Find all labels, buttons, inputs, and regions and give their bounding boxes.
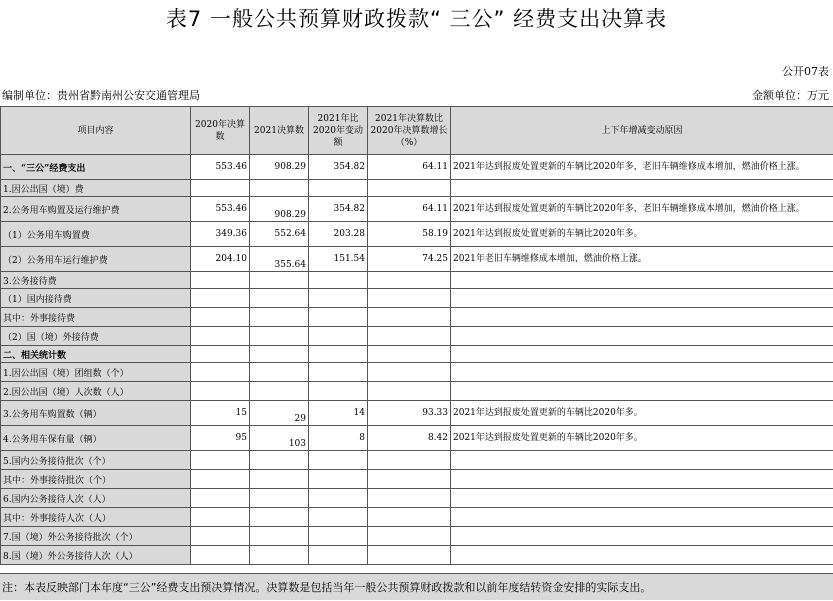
table-row: [1, 197, 833, 222]
form-number: 公开07表: [782, 63, 829, 79]
item-label: 1.因公出国（境）团组数（个）: [1, 363, 191, 382]
change-reason: [451, 346, 833, 363]
growth-pct: [368, 527, 451, 546]
item-label: 其中：外事接待人次（人）: [1, 508, 191, 527]
change-reason: [451, 382, 833, 401]
change-amount: 354.82: [309, 155, 368, 180]
item-label: 7.国（境）外公务接待批次（个）: [1, 527, 191, 546]
item-label: 6.国内公务接待人次（人）: [1, 489, 191, 508]
value-2021: [250, 346, 309, 363]
change-amount: [309, 180, 368, 197]
growth-pct: 74.25: [368, 247, 451, 272]
growth-pct: 58.19: [368, 222, 451, 247]
table-row: [1, 508, 833, 527]
change-reason: [451, 546, 833, 565]
growth-pct: [368, 272, 451, 289]
change-amount: 203.28: [309, 222, 368, 247]
item-label: 其中：外事接待批次（个）: [1, 470, 191, 489]
value-2020: [191, 363, 250, 382]
value-2020: [191, 346, 250, 363]
change-reason: [451, 289, 833, 308]
item-label: 3.公务用车购置数（辆）: [1, 401, 191, 426]
table-row: [1, 346, 833, 363]
table-row: [1, 401, 833, 426]
table-row: [1, 546, 833, 565]
table-row: [1, 289, 833, 308]
change-amount: [309, 489, 368, 508]
table-header-row: [1, 107, 833, 155]
value-2020: 204.10: [191, 247, 250, 272]
change-reason: [451, 272, 833, 289]
value-2021: [250, 527, 309, 546]
value-2021: [250, 546, 309, 565]
change-reason: 2021年达到报废处置更新的车辆比2020年多。: [451, 426, 833, 451]
value-2021: [250, 363, 309, 382]
header-change: 2021年比2020年变动额: [309, 107, 368, 155]
change-amount: [309, 327, 368, 346]
change-reason: [451, 451, 833, 470]
change-amount: [309, 289, 368, 308]
growth-pct: [368, 382, 451, 401]
value-2020: 349.36: [191, 222, 250, 247]
growth-pct: [368, 308, 451, 327]
growth-pct: 8.42: [368, 426, 451, 451]
table-row: [1, 382, 833, 401]
change-amount: 14: [309, 401, 368, 426]
growth-pct: 93.33: [368, 401, 451, 426]
value-2021: [250, 470, 309, 489]
table-row: [1, 470, 833, 489]
value-2021: 908.29: [250, 155, 309, 180]
change-amount: [309, 363, 368, 382]
change-reason: 2021年达到报废处置更新的车辆比2020年多，老旧车辆维修成本增加，燃油价格上涨。: [451, 155, 833, 180]
table-row: [1, 489, 833, 508]
growth-pct: 64.11: [368, 155, 451, 180]
table-row: [1, 451, 833, 470]
change-reason: [451, 470, 833, 489]
change-reason: [451, 508, 833, 527]
value-2021: 552.64: [250, 222, 309, 247]
growth-pct: [368, 346, 451, 363]
change-amount: [309, 546, 368, 565]
value-2020: 95: [191, 426, 250, 451]
item-label: （2）国（境）外接待费: [1, 327, 191, 346]
header-2021: 2021决算数: [250, 107, 309, 155]
value-2021: [250, 289, 309, 308]
value-2020: 15: [191, 401, 250, 426]
page-title: 表7 一般公共预算财政拨款“ 三公” 经费支出决算表: [0, 3, 833, 33]
item-label: （1）公务用车购置费: [1, 222, 191, 247]
item-label: 3.公务接待费: [1, 272, 191, 289]
change-amount: 151.54: [309, 247, 368, 272]
header-2020: 2020年决算数: [191, 107, 250, 155]
change-amount: 354.82: [309, 197, 368, 222]
value-2020: [191, 289, 250, 308]
value-2021: [250, 197, 309, 222]
expense-table: [0, 106, 833, 565]
change-reason: 2021年达到报废处置更新的车辆比2020年多。: [451, 222, 833, 247]
header-growth: 2021年决算数比2020年决算数增长（%）: [368, 107, 451, 155]
change-reason: 2021年老旧车辆维修成本增加，燃油价格上涨。: [451, 247, 833, 272]
value-2020: [191, 382, 250, 401]
value-2021: [250, 508, 309, 527]
value-2021: [250, 247, 309, 272]
value-2021: [250, 382, 309, 401]
value-2020: 553.46: [191, 197, 250, 222]
change-reason: [451, 527, 833, 546]
change-amount: [309, 308, 368, 327]
value-2021: [250, 327, 309, 346]
compiling-unit: 编制单位：贵州省黔南州公安交通管理局: [2, 87, 200, 103]
growth-pct: [368, 489, 451, 508]
change-reason: [451, 308, 833, 327]
change-reason: [451, 489, 833, 508]
growth-pct: [368, 451, 451, 470]
header-item: 项目内容: [1, 107, 191, 155]
change-reason: [451, 327, 833, 346]
change-amount: [309, 382, 368, 401]
table-row: [1, 155, 833, 180]
table-row: [1, 180, 833, 197]
value-2020: [191, 489, 250, 508]
growth-pct: 64.11: [368, 197, 451, 222]
value-2020: [191, 546, 250, 565]
value-2020: [191, 180, 250, 197]
value-2021-text: 29: [295, 414, 306, 424]
item-label: （1）国内接待费: [1, 289, 191, 308]
value-2020: [191, 451, 250, 470]
change-reason: [451, 363, 833, 382]
change-amount: [309, 272, 368, 289]
change-reason: [451, 180, 833, 197]
change-amount: [309, 346, 368, 363]
value-2021: [250, 489, 309, 508]
item-label: 一、“三公”经费支出: [1, 155, 191, 180]
value-2021: [250, 272, 309, 289]
item-label: 2.因公出国（境）人次数（人）: [1, 382, 191, 401]
table-row: [1, 426, 833, 451]
item-label: （2）公务用车运行维护费: [1, 247, 191, 272]
value-2021: [250, 308, 309, 327]
value-2020: 553.46: [191, 155, 250, 180]
value-2021-text: 908.29: [275, 210, 307, 220]
table-row: [1, 527, 833, 546]
growth-pct: [368, 546, 451, 565]
growth-pct: [368, 363, 451, 382]
value-2021: [250, 451, 309, 470]
value-2020: [191, 508, 250, 527]
change-amount: 8: [309, 426, 368, 451]
change-amount: [309, 451, 368, 470]
footnote: 注：本表反映部门本年度“三公”经费支出预决算情况。决算数是包括当年一般公共预算财政拨款和以前年度结转资金安排的实际支出。: [0, 573, 833, 600]
item-label: 1.因公出国（境）费: [1, 180, 191, 197]
growth-pct: [368, 470, 451, 489]
item-label: 4.公务用车保有量（辆）: [1, 426, 191, 451]
growth-pct: [368, 180, 451, 197]
item-label: 2.公务用车购置及运行维护费: [1, 197, 191, 222]
growth-pct: [368, 508, 451, 527]
header-reason: 上下年增减变动原因: [451, 107, 833, 155]
change-amount: [309, 527, 368, 546]
item-label: 二、相关统计数: [1, 346, 191, 363]
value-2021: [250, 426, 309, 451]
change-reason: 2021年达到报废处置更新的车辆比2020年多，老旧车辆维修成本增加，燃油价格上涨。: [451, 197, 833, 222]
table-row: [1, 363, 833, 382]
value-2020: [191, 308, 250, 327]
table-row: [1, 308, 833, 327]
value-2020: [191, 272, 250, 289]
change-amount: [309, 508, 368, 527]
growth-pct: [368, 289, 451, 308]
value-2021-text: 355.64: [275, 260, 307, 270]
value-2020: [191, 327, 250, 346]
table-row: [1, 272, 833, 289]
table-row: [1, 247, 833, 272]
table-row: [1, 327, 833, 346]
value-2020: [191, 470, 250, 489]
value-2021: [250, 180, 309, 197]
item-label: 8.国（境）外公务接待人次（人）: [1, 546, 191, 565]
value-2021: [250, 401, 309, 426]
value-2020: [191, 527, 250, 546]
change-amount: [309, 470, 368, 489]
item-label: 其中：外事接待费: [1, 308, 191, 327]
growth-pct: [368, 327, 451, 346]
amount-unit: 金额单位：万元: [752, 87, 829, 103]
table-row: [1, 222, 833, 247]
value-2021-text: 103: [289, 439, 306, 449]
item-label: 5.国内公务接待批次（个）: [1, 451, 191, 470]
change-reason: 2021年达到报废处置更新的车辆比2020年多。: [451, 401, 833, 426]
